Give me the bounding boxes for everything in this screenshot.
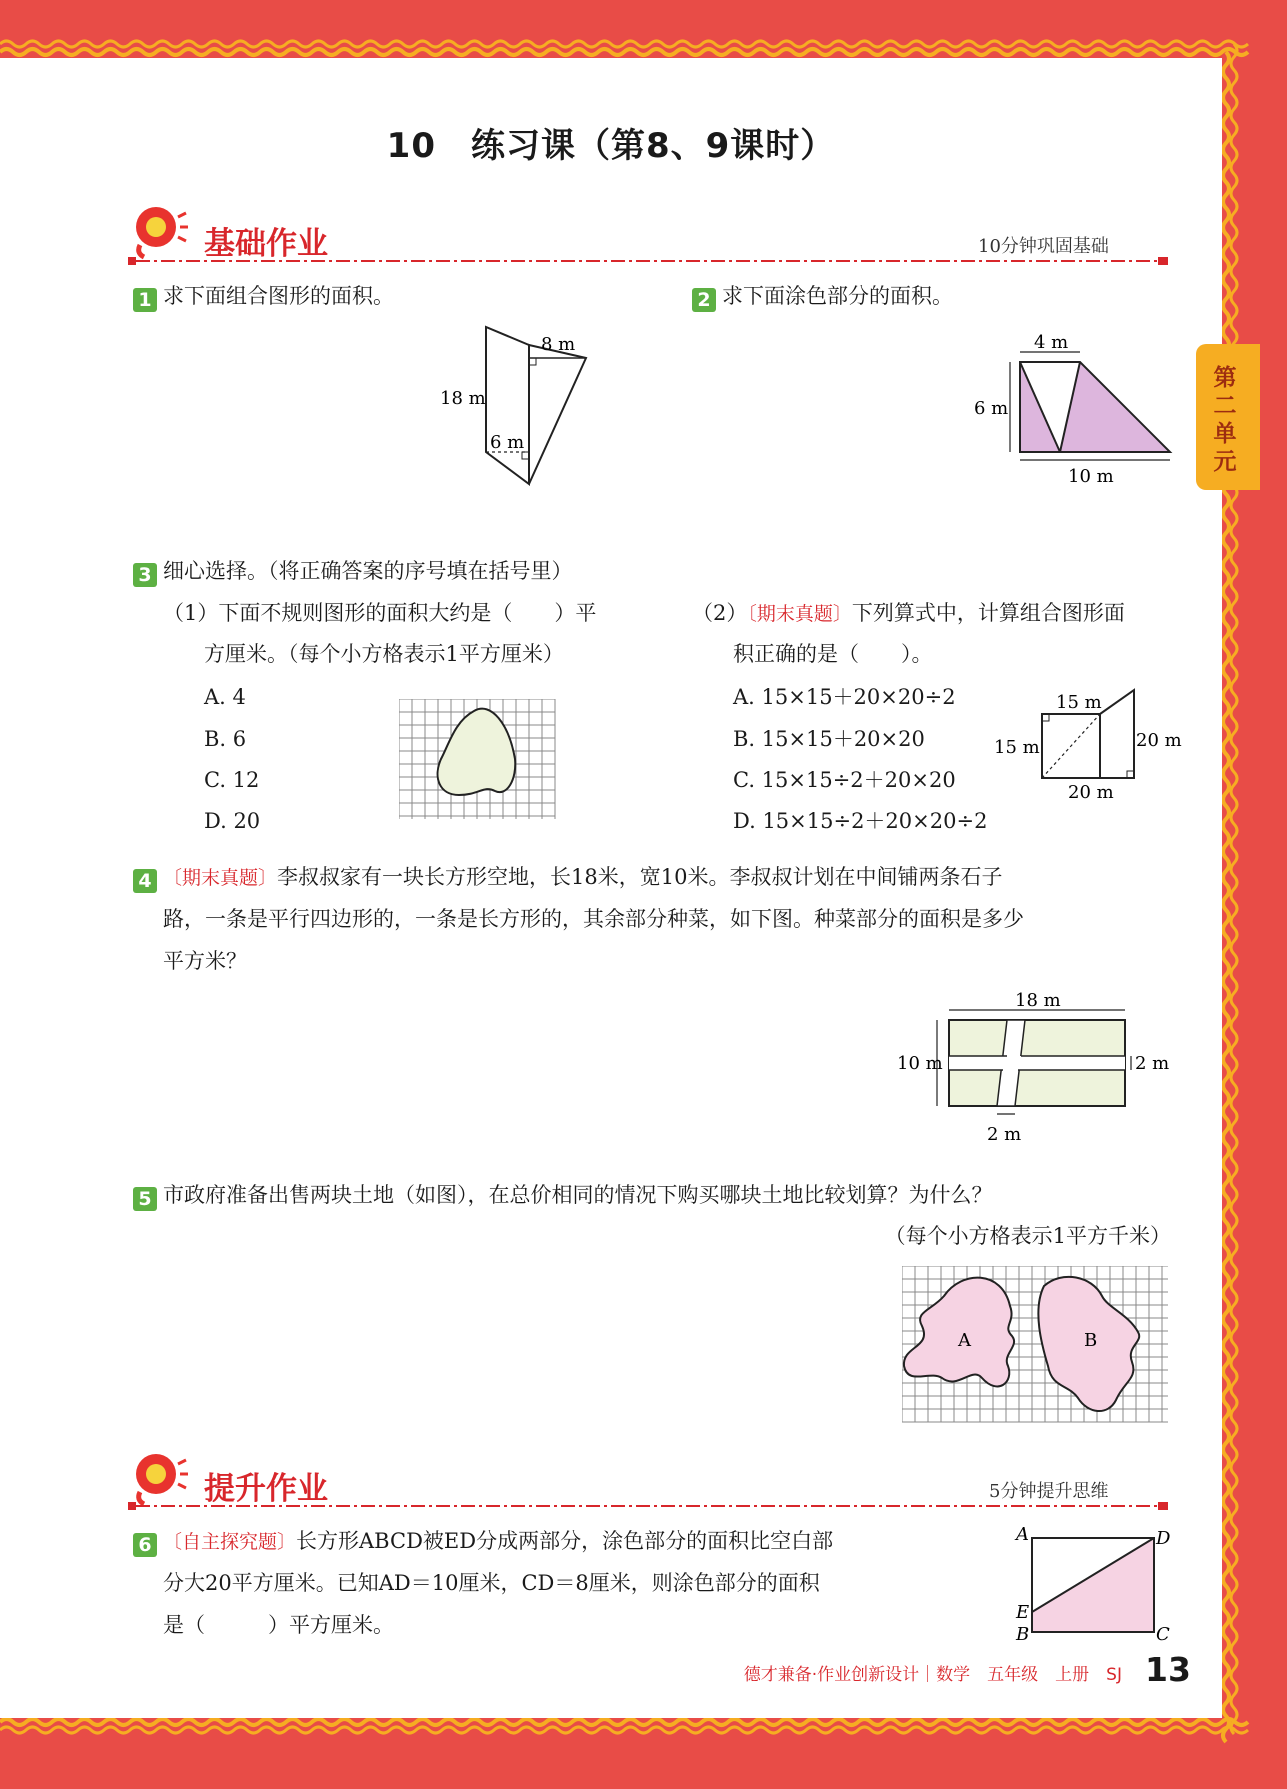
label-18m: 18 m bbox=[1015, 990, 1061, 1011]
question-number: 3 bbox=[133, 563, 157, 587]
question-4-line2: 路，一条是平行四边形的，一条是长方形的，其余部分种菜，如下图。种菜部分的面积是多少 bbox=[163, 907, 1024, 931]
vertex-b: B bbox=[1016, 1624, 1030, 1645]
question-3 bbox=[133, 551, 573, 592]
q3-part1-option-d[interactable]: D. 20 bbox=[204, 809, 261, 833]
question-text: 求下面涂色部分的面积。 bbox=[722, 284, 953, 308]
q3-part2-option-a[interactable]: A. 15×15＋20×20÷2 bbox=[733, 685, 956, 709]
section-note-advanced: 5分钟提升思维 bbox=[989, 1481, 1109, 1502]
vertex-c: C bbox=[1156, 1624, 1170, 1645]
q3-part2-line1 bbox=[692, 593, 1125, 635]
question-6-line1 bbox=[133, 1521, 833, 1563]
megaphone-icon bbox=[128, 1452, 188, 1507]
section-divider bbox=[128, 255, 1173, 267]
section-divider bbox=[128, 1500, 1173, 1512]
label-2m-right: 2 m bbox=[1135, 1053, 1170, 1074]
label-18m: 18 m bbox=[440, 388, 486, 409]
q3-part1-option-a[interactable]: A. 4 bbox=[204, 685, 246, 709]
q2-shaded-figure bbox=[970, 332, 1180, 492]
unit-side-tab-label: 第二单元 bbox=[1213, 365, 1237, 475]
question-6-line3: 是（ ）平方厘米。 bbox=[163, 1613, 394, 1637]
question-1 bbox=[133, 276, 394, 317]
q4-garden-figure bbox=[895, 990, 1185, 1150]
question-number: 1 bbox=[133, 288, 157, 312]
section-title-basic: 基础作业 bbox=[204, 226, 328, 262]
question-number: 4 bbox=[133, 869, 157, 893]
question-2 bbox=[692, 276, 953, 317]
question-number: 2 bbox=[692, 288, 716, 312]
q3-part2-tag: 〔期末真题〕 bbox=[747, 603, 852, 625]
q6-rectangle-abcd bbox=[1010, 1524, 1185, 1649]
question-5-note: （每个小方格表示1平方千米） bbox=[884, 1224, 1171, 1248]
q6-tag: 〔自主探究题〕 bbox=[163, 1531, 297, 1553]
land-b-label: B bbox=[1084, 1330, 1098, 1351]
question-text: 细心选择。（将正确答案的序号填在括号里） bbox=[163, 559, 573, 583]
q3-part2-option-b[interactable]: B. 15×15＋20×20 bbox=[733, 727, 925, 751]
page-title: 10 练习课（第8、9课时） bbox=[386, 126, 836, 166]
q3-part1-line2: 方厘米。（每个小方格表示1平方厘米） bbox=[204, 642, 564, 666]
q3-part1-option-b[interactable]: B. 6 bbox=[204, 727, 247, 751]
label-15m-top: 15 m bbox=[1056, 692, 1102, 713]
vertex-d: D bbox=[1156, 1528, 1171, 1549]
q1-composite-figure bbox=[436, 322, 596, 490]
question-text: 李叔叔家有一块长方形空地，长18米，宽10米。李叔叔计划在中间铺两条石子 bbox=[277, 865, 1003, 889]
label-2m-bottom: 2 m bbox=[987, 1124, 1022, 1145]
q3-composite-square-triangle bbox=[990, 684, 1185, 804]
label-8m: 8 m bbox=[541, 334, 576, 355]
question-text: 求下面组合图形的面积。 bbox=[163, 284, 394, 308]
label-6m: 6 m bbox=[974, 398, 1009, 419]
label-20m-right: 20 m bbox=[1136, 730, 1182, 751]
label-10m: 10 m bbox=[897, 1053, 943, 1074]
vertex-e: E bbox=[1016, 1602, 1030, 1623]
section-title-advanced: 提升作业 bbox=[204, 1471, 328, 1507]
q3-part2-text: 下列算式中，计算组合图形面 bbox=[851, 601, 1125, 625]
q3-part2-prefix: （2） bbox=[692, 601, 748, 625]
q3-part1-line1: （1）下面不规则图形的面积大约是（ ）平 bbox=[163, 601, 597, 625]
q3-irregular-grid-figure bbox=[399, 699, 557, 821]
unit-side-tab[interactable] bbox=[1196, 344, 1260, 490]
question-text: 市政府准备出售两块土地（如图），在总价相同的情况下购买哪块土地比较划算？为什么？ bbox=[163, 1183, 993, 1207]
q4-tag: 〔期末真题〕 bbox=[163, 867, 278, 889]
label-4m: 4 m bbox=[1034, 332, 1069, 353]
question-number: 6 bbox=[133, 1533, 157, 1557]
q5-land-grid-figure bbox=[902, 1266, 1170, 1426]
q3-part2-line2: 积正确的是（ ）。 bbox=[733, 642, 933, 666]
question-text: 长方形ABCD被ED分成两部分，涂色部分的面积比空白部 bbox=[296, 1529, 834, 1553]
q3-part2-option-d[interactable]: D. 15×15÷2＋20×20÷2 bbox=[733, 809, 988, 833]
label-10m: 10 m bbox=[1068, 466, 1114, 487]
q3-part1-option-c[interactable]: C. 12 bbox=[204, 768, 260, 792]
megaphone-icon bbox=[128, 205, 188, 260]
label-15m-left: 15 m bbox=[994, 737, 1040, 758]
vertex-a: A bbox=[1016, 1524, 1029, 1545]
question-6-line2: 分大20平方厘米。已知AD＝10厘米，CD＝8厘米，则涂色部分的面积 bbox=[163, 1571, 820, 1595]
q3-part2-option-c[interactable]: C. 15×15÷2＋20×20 bbox=[733, 768, 956, 792]
question-number: 5 bbox=[133, 1187, 157, 1211]
question-5 bbox=[133, 1175, 993, 1216]
section-note-basic: 10分钟巩固基础 bbox=[978, 236, 1109, 257]
page-number: 13 bbox=[1145, 1650, 1191, 1689]
footer-book-info: 德才兼备·作业创新设计｜数学 五年级 上册 SJ bbox=[743, 1665, 1122, 1685]
question-4-line1 bbox=[133, 857, 1002, 899]
question-4-line3: 平方米？ bbox=[163, 949, 247, 973]
label-6m: 6 m bbox=[490, 432, 525, 453]
land-a-label: A bbox=[958, 1330, 971, 1351]
label-20m-bottom: 20 m bbox=[1068, 782, 1114, 803]
